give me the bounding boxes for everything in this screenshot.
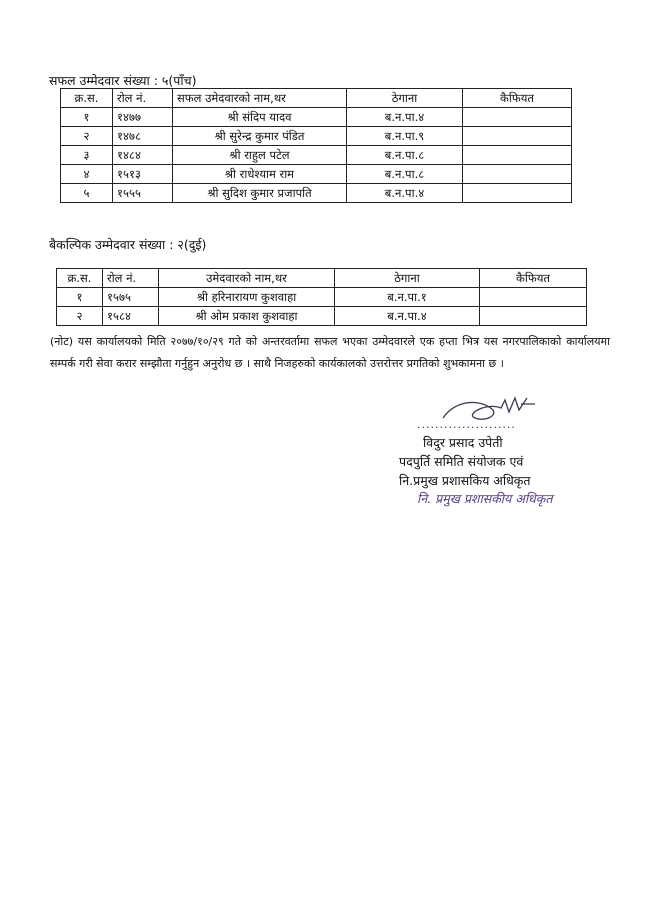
successful-table <box>60 88 572 203</box>
cell-sn: २ <box>61 127 113 146</box>
cell-remarks <box>463 165 572 184</box>
cell-name: श्री ओम प्रकाश कुशवाहा <box>159 307 335 326</box>
cell-remarks <box>463 184 572 203</box>
cell-address: ब.न.पा.८ <box>347 165 463 184</box>
cell-address: ब.न.पा.१ <box>335 288 480 307</box>
header-remarks: कैफियत <box>480 269 587 288</box>
cell-address: ब.न.पा.९ <box>347 127 463 146</box>
table-row <box>57 288 587 307</box>
cell-remarks <box>480 307 587 326</box>
header-sn: क्र.स. <box>57 269 103 288</box>
cell-roll: १४७८ <box>113 127 173 146</box>
cell-remarks <box>480 288 587 307</box>
table-row <box>61 184 572 203</box>
header-remarks: कैफियत <box>463 89 572 108</box>
cell-remarks <box>463 108 572 127</box>
note-paragraph: (नोट) यस कार्यालयको मिति २०७७/१०/२९ गते को अन्तरवर्तामा सफल भएका उम्मेदवारले एक हप्ता भित्र यस नगरपालिकाको कार्यालयमा सम्पर्क गरी सेवा करार सम्झौता गर्नुहुन अनुरोध छ । साथै निजहरुको कार्यकालको उत्तरोत्तर प्रगतिको शुभकामना छ । <box>50 335 610 370</box>
signatory-title-1: पदपुर्ति समिति संयोजक एवं <box>399 454 524 469</box>
header-sn: क्र.स. <box>61 89 113 108</box>
cell-name: श्री राधेश्याम राम <box>173 165 347 184</box>
cell-sn: २ <box>57 307 103 326</box>
cell-roll: १५१३ <box>113 165 173 184</box>
header-roll: रोल नं. <box>113 89 173 108</box>
cell-name: श्री संदिप यादव <box>173 108 347 127</box>
cell-roll: १५८४ <box>103 307 159 326</box>
cell-sn: १ <box>61 108 113 127</box>
cell-roll: १५५५ <box>113 184 173 203</box>
successful-heading: सफल उम्मेदवार संख्या : ५(पाँच) <box>49 73 197 88</box>
table-row <box>61 146 572 165</box>
signatory-title-2: नि.प्रमुख प्रशासकिय अधिकृत <box>399 473 531 488</box>
cell-roll: १५७५ <box>103 288 159 307</box>
table-row <box>57 307 587 326</box>
cell-remarks <box>463 146 572 165</box>
cell-name: श्री सुदिश कुमार प्रजापति <box>173 184 347 203</box>
table-header-row <box>61 89 572 108</box>
cell-sn: १ <box>57 288 103 307</box>
signatory-name: विदुर प्रसाद उपेती <box>423 435 503 450</box>
cell-address: ब.न.पा.८ <box>347 146 463 165</box>
header-roll: रोल नं. <box>103 269 159 288</box>
cell-address: ब.न.पा.४ <box>347 184 463 203</box>
header-name: सफल उमेदवारको नाम,थर <box>173 89 347 108</box>
cell-roll: १४८४ <box>113 146 173 165</box>
cell-address: ब.न.पा.४ <box>347 108 463 127</box>
alternate-heading: बैकल्पिक उम्मेदवार संख्या : २(दुई) <box>49 237 207 252</box>
table-row <box>61 108 572 127</box>
cell-sn: ३ <box>61 146 113 165</box>
header-name: उमेदवारको नाम,थर <box>159 269 335 288</box>
official-stamp: नि. प्रमुख प्रशासकीय अधिकृत <box>417 491 553 506</box>
cell-remarks <box>463 127 572 146</box>
cell-sn: ५ <box>61 184 113 203</box>
table-row <box>61 127 572 146</box>
table-row <box>61 165 572 184</box>
cell-sn: ४ <box>61 165 113 184</box>
cell-name: श्री हरिनारायण कुशवाहा <box>159 288 335 307</box>
cell-roll: १४७७ <box>113 108 173 127</box>
cell-address: ब.न.पा.४ <box>335 307 480 326</box>
header-address: ठेगाना <box>335 269 480 288</box>
alternate-table <box>56 268 587 326</box>
signature-dots: ...................... <box>417 418 516 431</box>
table-header-row <box>57 269 587 288</box>
cell-name: श्री राहुल पटेल <box>173 146 347 165</box>
cell-name: श्री सुरेन्द्र कुमार पंडित <box>173 127 347 146</box>
header-address: ठेगाना <box>347 89 463 108</box>
